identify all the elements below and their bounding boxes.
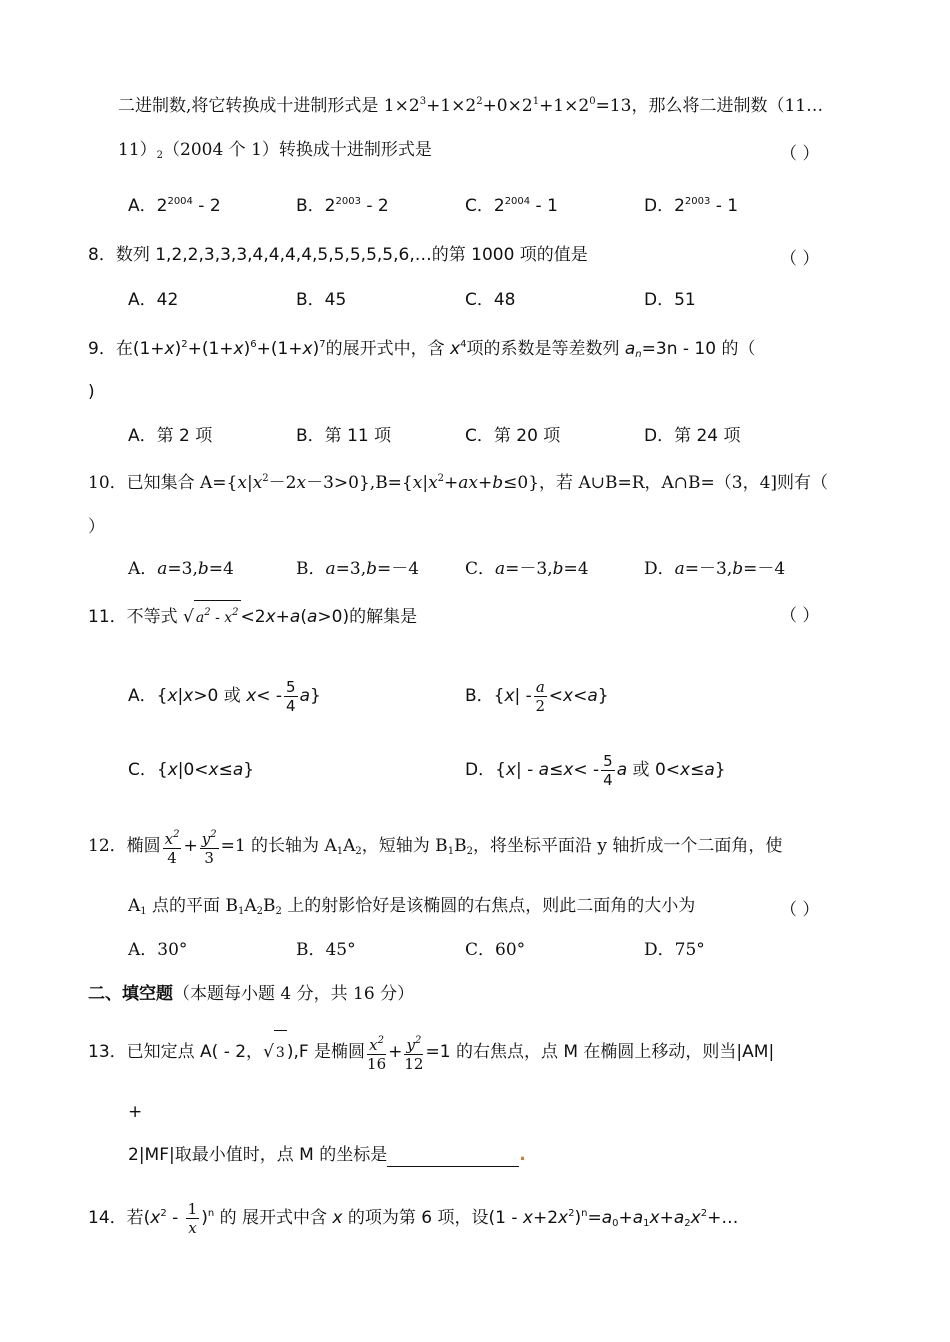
q9-option-d: D．第 24 项: [644, 426, 741, 446]
q7-answer-paren: （ ）: [780, 144, 820, 164]
q9-text-cont: ): [88, 382, 95, 402]
q9-text: 9．在$(1+x)^2+(1+x)^6+(1+x)^7$的展开式中，含 $x^4$项的系数是等差数列 $a_n=3n - 10$ 的（: [88, 339, 756, 360]
q7-option-b: B．$2^{2003} - 2$: [296, 196, 389, 216]
q11-option-a: A．{x|x>0 或 x< - $\frac{5}{4}$ a}: [128, 677, 321, 715]
q12-text: 12．椭圆 $\frac{x^2}{4}$ + $\frac{y^2}{3}$ =1 的长轴为 $A_1A_2$，短轴为 $B_1B_2$，将坐标平面沿 y 轴折成一个二面角，使: [88, 826, 782, 872]
q8-option-d: D．51: [644, 290, 696, 310]
q8-option-c: C．48: [465, 290, 516, 310]
q7-line1: 二进制数,将它转换成十进制形式是 $1\times 2^3+1\times 2^2+0\times 2^1+1\times 2^0=13$，那么将二进制数（11…: [118, 96, 824, 116]
q7-option-c: C．$2^{2004} - 1$: [465, 196, 558, 216]
q10-option-b: B．a=3,b=－4: [296, 559, 420, 579]
q11-text: 11．不等式 √ $a^2 - x^2 <2x+a(a>0)$的解集是: [88, 600, 417, 630]
q12-answer-paren: （ ）: [780, 900, 820, 920]
q11-option-c: C．{x|0<x≤a}: [128, 760, 255, 780]
q13-line3: 2|MF|取最小值时，点 M 的坐标是 .: [128, 1145, 526, 1165]
q11-option-d: D．{x| - a≤x< - $\frac{5}{4}$ a 或 0<x≤a}: [465, 751, 726, 789]
q7-option-a: A．$2^{2004} - 2$: [128, 196, 221, 216]
q8-text: 8．数列 1,2,2,3,3,3,4,4,4,4,5,5,5,5,5,6,…的第 1000 项的值是: [88, 245, 588, 265]
q13-text: 13．已知定点 A( - 2，√ 3 ),F 是椭圆 $\frac{x^2}{16}$ + $\frac{y^2}{12}$ =1 的右焦点，点 M 在椭圆上移动，则当|AM|: [88, 1030, 774, 1075]
q8-answer-paren: （ ）: [780, 249, 820, 269]
q12-option-d: D．75°: [644, 940, 705, 960]
q12-option-a: A．30°: [128, 940, 188, 960]
q10-option-c: C．a=－3,b=4: [465, 559, 589, 579]
q13-answer-blank[interactable]: [387, 1148, 519, 1167]
q8-option-b: B．45: [296, 290, 347, 310]
q10-option-a: A．a=3,b=4: [128, 559, 234, 579]
q12-line2: $A_1$ 点的平面 $B_1A_2B_2$ 上的射影恰好是该椭圆的右焦点，则此二面角的大小为: [128, 896, 696, 917]
q10-text-cont: ）: [88, 517, 105, 537]
q7-line2: $11)_2(2004$ 个 1）转换成十进制形式是: [118, 140, 432, 161]
q9-option-b: B．第 11 项: [296, 426, 392, 446]
q13-plus: +: [128, 1102, 143, 1122]
q10-option-d: D．a=－3,b=－4: [644, 559, 786, 579]
q11-option-b: B．{x| - $\frac{a}{2}$ <x<a}: [465, 677, 609, 715]
q8-option-a: A．42: [128, 290, 179, 310]
q9-option-c: C．第 20 项: [465, 426, 561, 446]
q12-option-c: C．60°: [465, 940, 526, 960]
q14-text: 14．若($x^2$ - $\frac{1}{x}$ )$^n$ 的 展开式中含 x 的项为第 6 项，设$(1 - x+2x^2)^n=a_0+a_1x+a_2x^2+\dots$: [88, 1199, 739, 1237]
section-2-heading: 二、填空题（本题每小题 4 分，共 16 分）: [88, 984, 415, 1004]
q11-answer-paren: （ ）: [780, 606, 820, 626]
q12-option-b: B．45°: [296, 940, 356, 960]
q10-text: 10．已知集合 $A=\{x|x^2-2x-3>0\},B=\{x|x^2+ax+b\le 0\}$，若 A∪B=R，A∩B=（3，4]则有（: [88, 473, 829, 493]
q9-option-a: A．第 2 项: [128, 426, 213, 446]
q7-option-d: D．$2^{2003} - 1$: [644, 196, 739, 216]
